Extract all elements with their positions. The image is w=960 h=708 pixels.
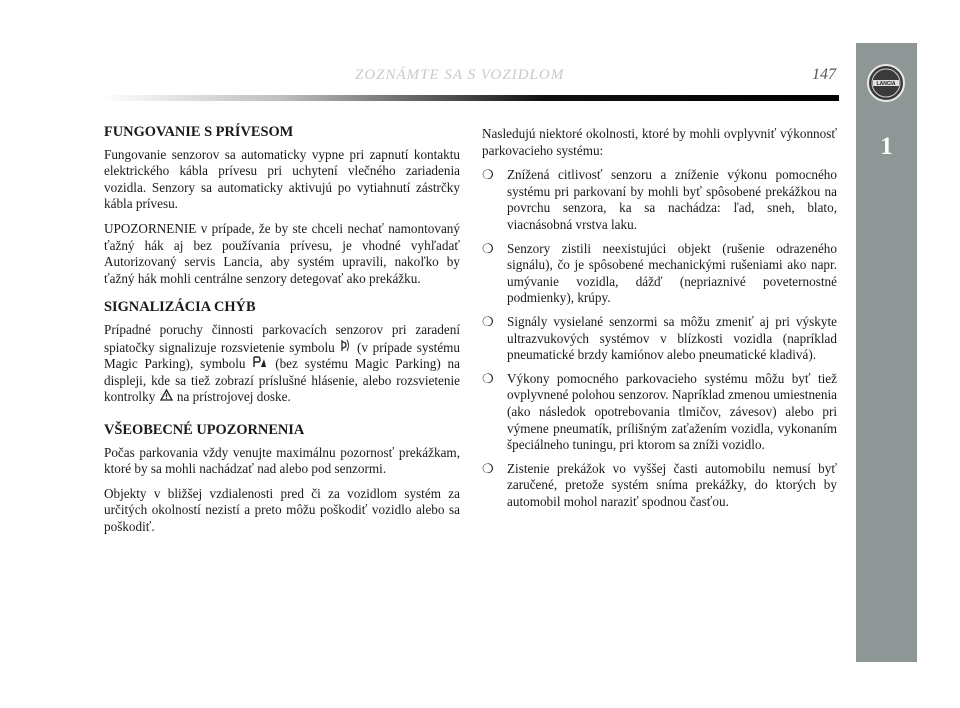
parking-display-symbol-icon xyxy=(252,356,268,373)
running-header-title: ZOZNÁMTE SA S VOZIDLOM xyxy=(355,67,565,83)
section-heading-faults: SIGNALIZÁCIA CHÝB xyxy=(104,299,256,316)
faults-paragraph xyxy=(104,322,460,406)
chapter-number: 1 xyxy=(880,133,893,160)
parking-sensor-fault-icon xyxy=(339,339,352,357)
logo-text: LANCIA xyxy=(876,81,896,87)
bullet-circle-icon: ❍ xyxy=(482,313,494,329)
bullet-circle-icon: ❍ xyxy=(482,460,494,476)
list-item-text: Znížená citlivosť senzoru a zníženie výkonu pomocného systému pri parkovaní by mohli byť spôsobené prekážkou na povrchu senzora, ka sa nachádza: ľad, sneh, blato, viacnásobná vrstva laku. xyxy=(507,167,837,232)
faults-text-d: na prístrojovej doske. xyxy=(176,389,291,405)
bullet-circle-icon: ❍ xyxy=(482,167,494,183)
list-item-text: Zistenie prekážok vo vyššej časti automobilu nemusí byť zaručené, pretože systém sníma prekážky, do ktorých by automobil mohol naraziť spodnou časťou. xyxy=(507,460,837,509)
page-number: 147 xyxy=(812,66,836,83)
list-item xyxy=(482,241,837,307)
list-item xyxy=(482,461,837,511)
faults-text-c: (bez systému Magic Parking) na displeji, kde sa tiež zobrazí príslušné hlásenie, alebo rozsvietenie kontrolky xyxy=(104,356,460,405)
general-warnings-paragraph-1: Počas parkovania vždy venujte maximálnu pozornosť prekážkam, ktoré by sa mohli nachádzať nad alebo pod senzormi. xyxy=(104,444,460,477)
circumstances-list xyxy=(482,167,837,510)
list-item xyxy=(482,314,837,364)
left-column xyxy=(104,124,460,543)
circumstances-intro: Nasledujú niektoré okolnosti, ktoré by mohli ovplyvniť výkonnosť parkovacieho systému: xyxy=(482,126,837,158)
faults-text-b: (v prípade systému Magic Parking), symbolu xyxy=(104,339,461,372)
section-heading-general-warnings: VŠEOBECNÉ UPOZORNENIA xyxy=(104,421,305,438)
header-rule xyxy=(99,95,839,101)
general-warnings-paragraph-2: Objekty v bližšej vzdialenosti pred či za vozidlom systém za určitých okolností nezistí a preto môžu poškodiť vozidlo alebo sa poškodiť. xyxy=(104,485,460,534)
section-heading-trailer: FUNGOVANIE S PRÍVESOM xyxy=(104,124,294,140)
bullet-circle-icon: ❍ xyxy=(482,370,494,386)
list-item-text: Výkony pomocného parkovacieho systému môžu byť tiež ovplyvnené polohou senzorov. Napríklad zmenou umiestnenia (ako následok opotrebovania tlmičov, závesov) alebo pri výmene pneumatík, prílišným zaťažením vozidla, vykonaním špeciálneho tuningu, pri ktorom sa zníži vozidlo. xyxy=(507,370,837,453)
right-column xyxy=(482,126,837,517)
trailer-paragraph-1: Fungovanie senzorov sa automaticky vypne pri zapnutí kontaktu elektrického kábla prívesu pri uchytení vlečného zariadenia vozidla. Senzory sa automaticky aktivujú po vytiahnutí zástrčky kábla prívesu. xyxy=(104,146,460,212)
bullet-circle-icon: ❍ xyxy=(482,240,494,256)
list-item xyxy=(482,371,837,454)
list-item-text: Signály vysielané senzormi sa môžu zmeniť aj pri výskyte ultrazvukových systémov v blízkosti vozidla (napríklad pneumatické brzdy kamiónov alebo pneumatické kladivá). xyxy=(507,313,837,363)
trailer-paragraph-2: UPOZORNENIE v prípade, že by ste chceli nechať namontovaný ťažný hák aj bez používania prívesu, je vhodné vyhľadať Autorizovaný servis Lancia, aby systém upravili, nakoľko by ťažný hák mohli centrálne senzory detegovať ako prekážku. xyxy=(104,220,460,286)
lancia-logo-icon xyxy=(866,63,906,103)
warning-triangle-icon xyxy=(159,389,174,406)
list-item-text: Senzory zistili neexistujúci objekt (rušenie odrazeného signálu), čo je spôsobené mechanickými rušeniami ako napr. umývanie vozidla, dážď (nepriaznivé poveternostné podmienky), krúpy. xyxy=(507,240,837,306)
list-item xyxy=(482,167,837,233)
faults-text-a: Prípadné poruchy činnosti parkovacích senzorov pri zaradení spiatočky signalizuje rozsvietenie symbolu xyxy=(104,321,460,355)
